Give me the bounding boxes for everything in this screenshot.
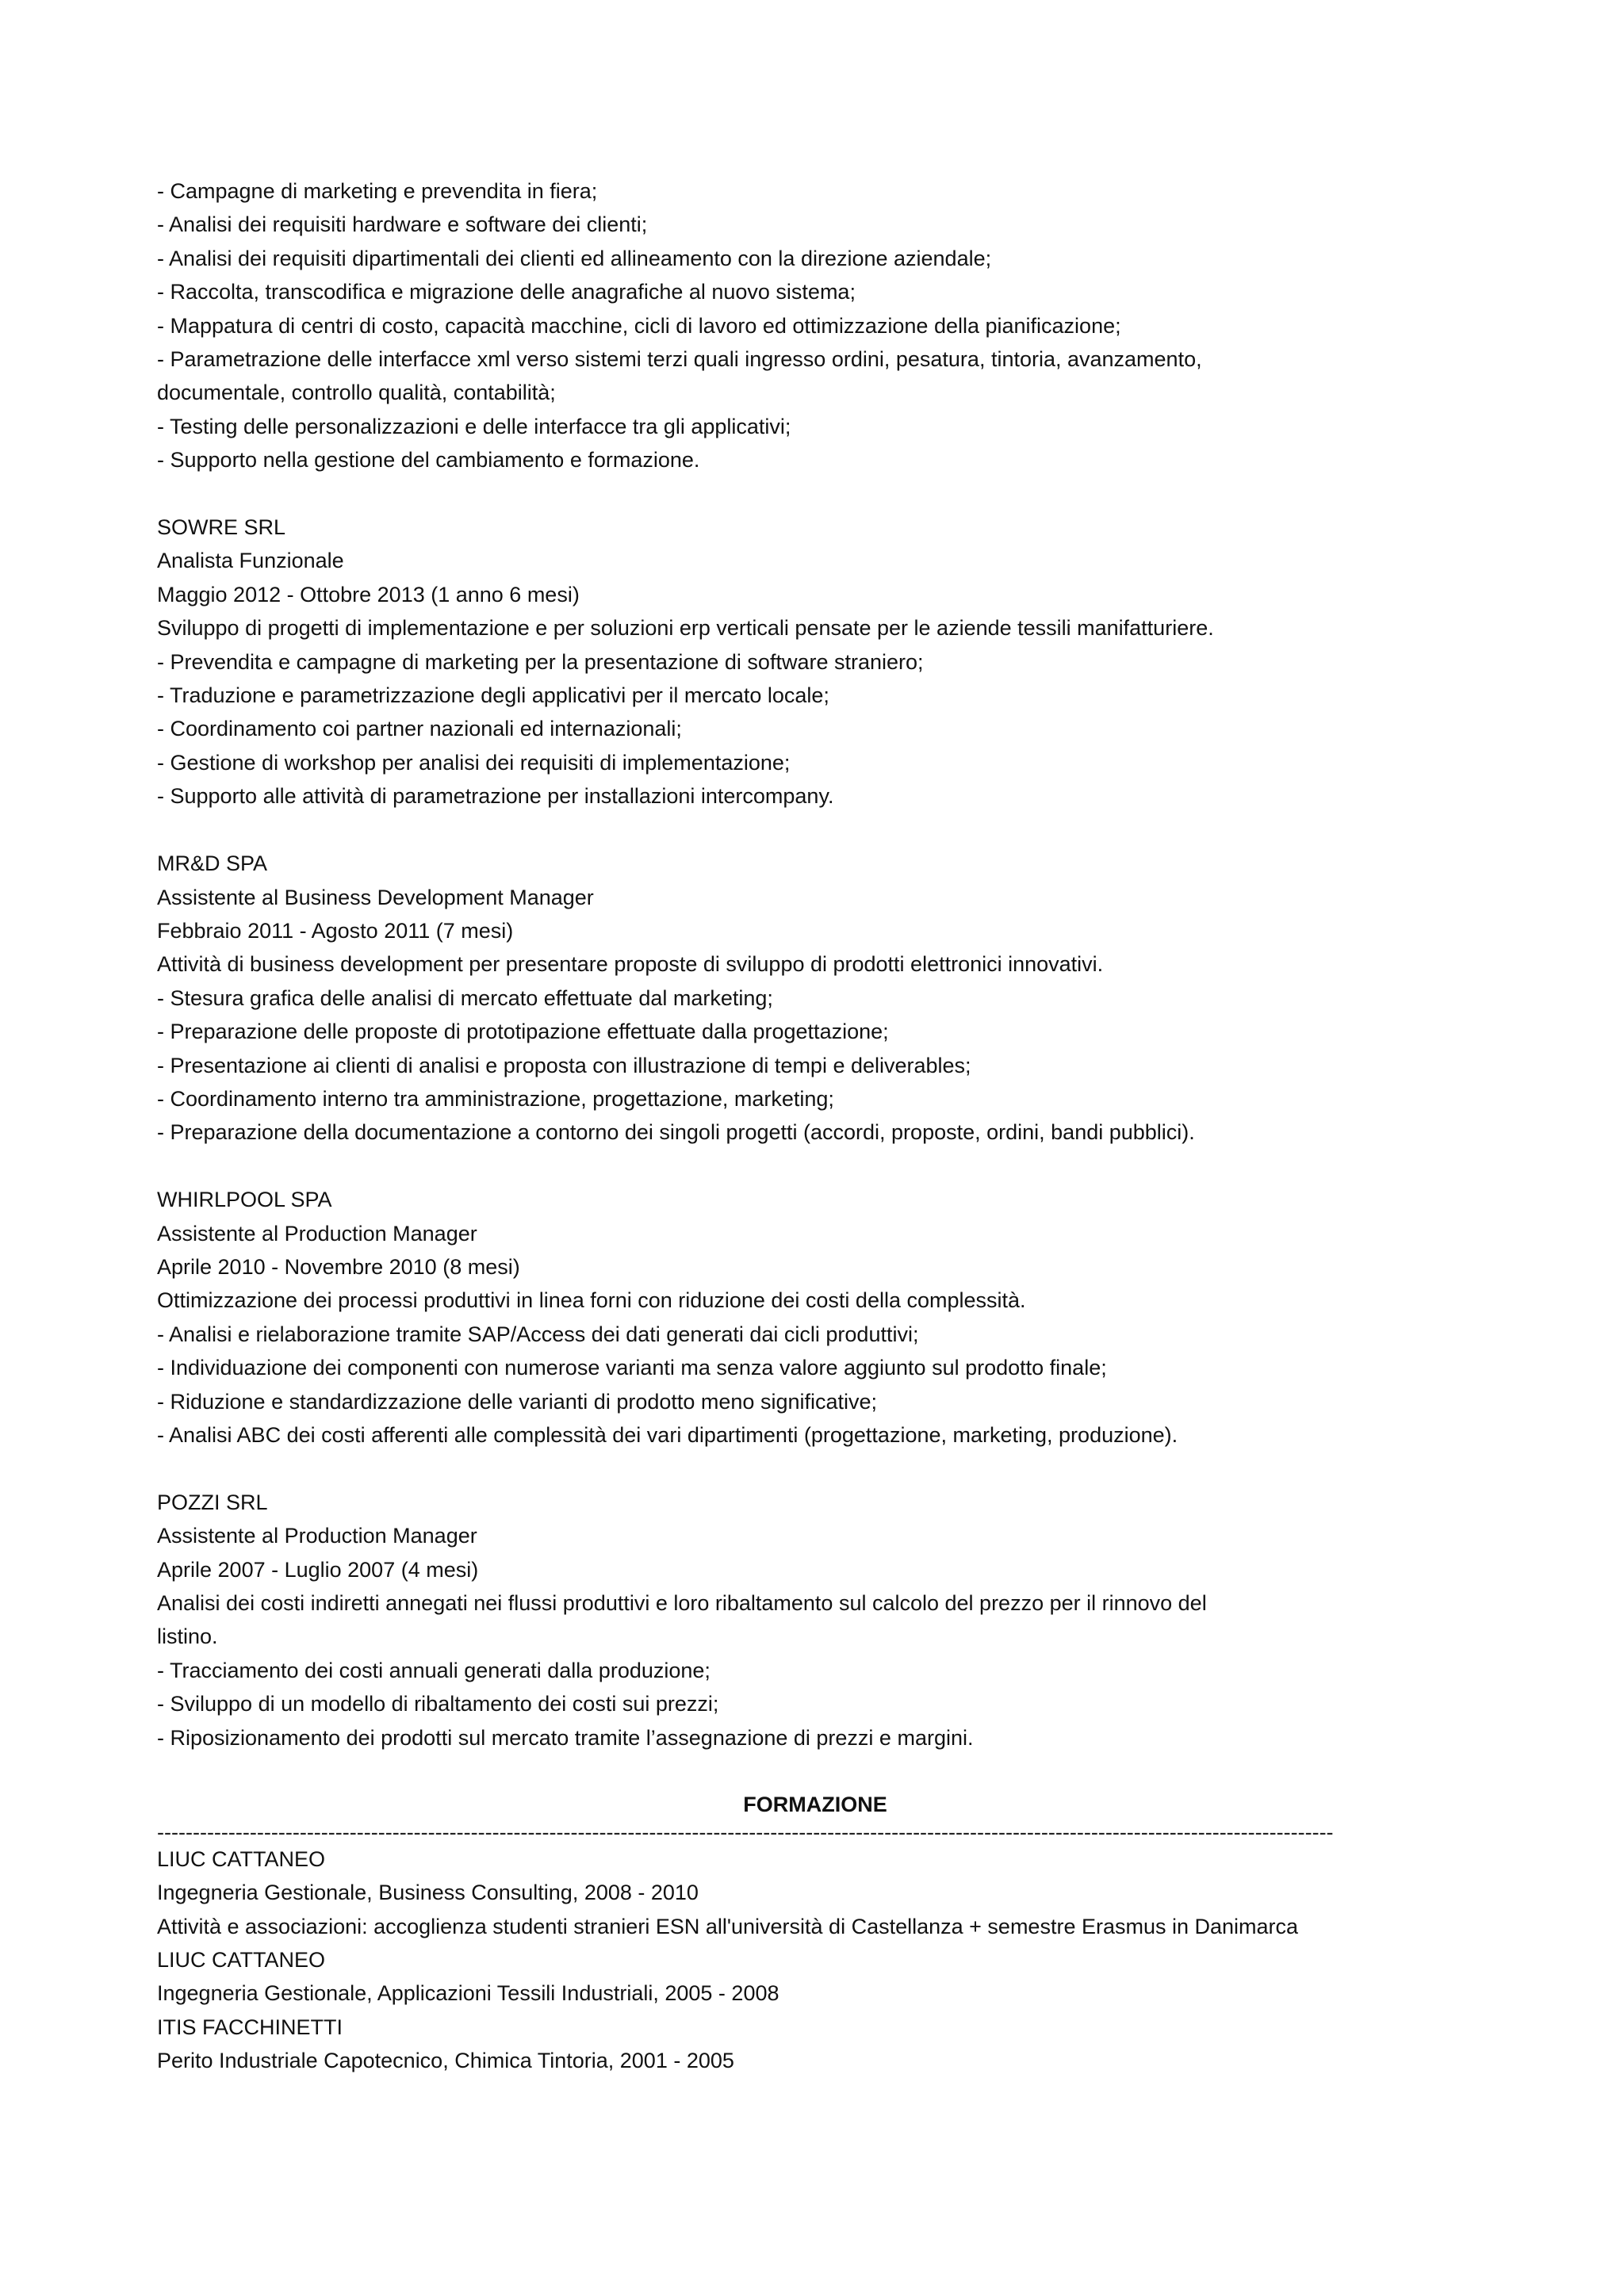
spacer bbox=[157, 1755, 1489, 1788]
list-item: - Coordinamento coi partner nazionali ed internazionali; bbox=[157, 717, 682, 741]
company-name: POZZI SRL bbox=[157, 1490, 268, 1514]
job-period: Aprile 2007 - Luglio 2007 (4 mesi) bbox=[157, 1557, 479, 1582]
intro-bullet-list bbox=[157, 174, 1489, 477]
list-item: - Coordinamento interno tra amministrazione, progettazione, marketing; bbox=[157, 1086, 834, 1111]
spacer bbox=[157, 1150, 1489, 1183]
list-item: - Analisi dei requisiti dipartimentali dei clienti ed allineamento con la direzione aziendale; bbox=[157, 246, 992, 270]
list-item: documentale, controllo qualità, contabilità; bbox=[157, 381, 556, 405]
job-description: Sviluppo di progetti di implementazione e per soluzioni erp verticali pensate per le aziende tessili manifatturiere. bbox=[157, 616, 1214, 641]
job-role: Assistente al Production Manager bbox=[157, 1221, 477, 1246]
list-item: - Preparazione della documentazione a contorno dei singoli progetti (accordi, proposte, ordini, bandi pubblici). bbox=[157, 1120, 1195, 1145]
school-name: LIUC CATTANEO bbox=[157, 1846, 326, 1871]
job-period: Aprile 2010 - Novembre 2010 (8 mesi) bbox=[157, 1254, 520, 1279]
job-period: Febbraio 2011 - Agosto 2011 (7 mesi) bbox=[157, 918, 514, 943]
list-item: - Supporto nella gestione del cambiamento e formazione. bbox=[157, 448, 700, 473]
spacer bbox=[157, 1452, 1489, 1485]
experience-entry bbox=[157, 511, 1489, 813]
resume-page bbox=[157, 174, 1489, 2078]
job-description: Attività di business development per presentare proposte di sviluppo di prodotti elettronici innovativi. bbox=[157, 952, 1104, 977]
spacer bbox=[157, 813, 1489, 847]
list-item: - Presentazione ai clienti di analisi e proposta con illustrazione di tempi e deliverables; bbox=[157, 1053, 971, 1077]
section-title: FORMAZIONE bbox=[743, 1793, 887, 1817]
school-name: LIUC CATTANEO bbox=[157, 1948, 326, 1973]
list-item: - Tracciamento dei costi annuali generati dalla produzione; bbox=[157, 1658, 710, 1682]
experience-entry bbox=[157, 1183, 1489, 1452]
list-item: - Analisi e rielaborazione tramite SAP/Access dei dati generati dai cicli produttivi; bbox=[157, 1322, 919, 1346]
education-section bbox=[157, 1788, 1489, 2077]
list-item: - Testing delle personalizzazioni e delle interfacce tra gli applicativi; bbox=[157, 414, 791, 438]
experience-entry bbox=[157, 847, 1489, 1150]
list-item: - Individuazione dei componenti con numerose varianti ma senza valore aggiunto sul prodotto finale; bbox=[157, 1356, 1107, 1380]
list-item: - Mappatura di centri di costo, capacità macchine, cicli di lavoro ed ottimizzazione della pianificazione; bbox=[157, 313, 1121, 338]
list-item: - Traduzione e parametrizzazione degli applicativi per il mercato locale; bbox=[157, 683, 829, 708]
spacer bbox=[157, 477, 1489, 511]
list-item: - Parametrazione delle interfacce xml verso sistemi terzi quali ingresso ordini, pesatura, tintoria, avanzamento, bbox=[157, 347, 1202, 372]
degree: Perito Industriale Capotecnico, Chimica Tintoria, 2001 - 2005 bbox=[157, 2049, 734, 2073]
list-item: - Preparazione delle proposte di prototipazione effettuate dalla progettazione; bbox=[157, 1020, 889, 1044]
activities: Attività e associazioni: accoglienza studenti stranieri ESN all'università di Castellanza + semestre Erasmus in Danimarca bbox=[157, 1914, 1299, 1938]
job-description: listino. bbox=[157, 1624, 218, 1649]
company-name: WHIRLPOOL SPA bbox=[157, 1188, 332, 1212]
list-item: - Campagne di marketing e prevendita in fiera; bbox=[157, 179, 598, 203]
job-role: Analista Funzionale bbox=[157, 549, 344, 573]
degree: Ingegneria Gestionale, Applicazioni Tessili Industriali, 2005 - 2008 bbox=[157, 1981, 779, 2006]
experience-entry bbox=[157, 1486, 1489, 1755]
list-item: - Analisi ABC dei costi afferenti alle complessità dei vari dipartimenti (progettazione, marketing, produzione). bbox=[157, 1422, 1178, 1447]
list-item: - Sviluppo di un modello di ribaltamento dei costi sui prezzi; bbox=[157, 1692, 719, 1716]
list-item: - Prevendita e campagne di marketing per la presentazione di software straniero; bbox=[157, 649, 924, 674]
list-item: - Gestione di workshop per analisi dei requisiti di implementazione; bbox=[157, 750, 791, 775]
school-name: ITIS FACCHINETTI bbox=[157, 2015, 343, 2039]
job-role: Assistente al Business Development Manager bbox=[157, 885, 594, 909]
job-description: Analisi dei costi indiretti annegati nei flussi produttivi e loro ribaltamento sul calcolo del prezzo per il rinnovo del bbox=[157, 1591, 1207, 1615]
list-item: - Raccolta, transcodifica e migrazione delle anagrafiche al nuovo sistema; bbox=[157, 280, 856, 304]
list-item: - Analisi dei requisiti hardware e software dei clienti; bbox=[157, 212, 648, 237]
company-name: SOWRE SRL bbox=[157, 515, 286, 540]
list-item: - Riduzione e standardizzazione delle varianti di prodotto meno significative; bbox=[157, 1389, 878, 1414]
job-period: Maggio 2012 - Ottobre 2013 (1 anno 6 mesi) bbox=[157, 582, 580, 607]
list-item: - Stesura grafica delle analisi di mercato effettuate dal marketing; bbox=[157, 985, 773, 1010]
list-item: - Riposizionamento dei prodotti sul mercato tramite l’assegnazione di prezzi e margini. bbox=[157, 1725, 974, 1750]
job-description: Ottimizzazione dei processi produttivi in linea forni con riduzione dei costi della complessità. bbox=[157, 1288, 1026, 1313]
divider: --------------------------------------------------------------------------------------------------------------------------------------------------------------------- bbox=[157, 1821, 1334, 1843]
degree: Ingegneria Gestionale, Business Consulting, 2008 - 2010 bbox=[157, 1881, 699, 1905]
company-name: MR&D SPA bbox=[157, 851, 268, 876]
list-item: - Supporto alle attività di parametrazione per installazioni intercompany. bbox=[157, 784, 834, 809]
job-role: Assistente al Production Manager bbox=[157, 1524, 477, 1548]
